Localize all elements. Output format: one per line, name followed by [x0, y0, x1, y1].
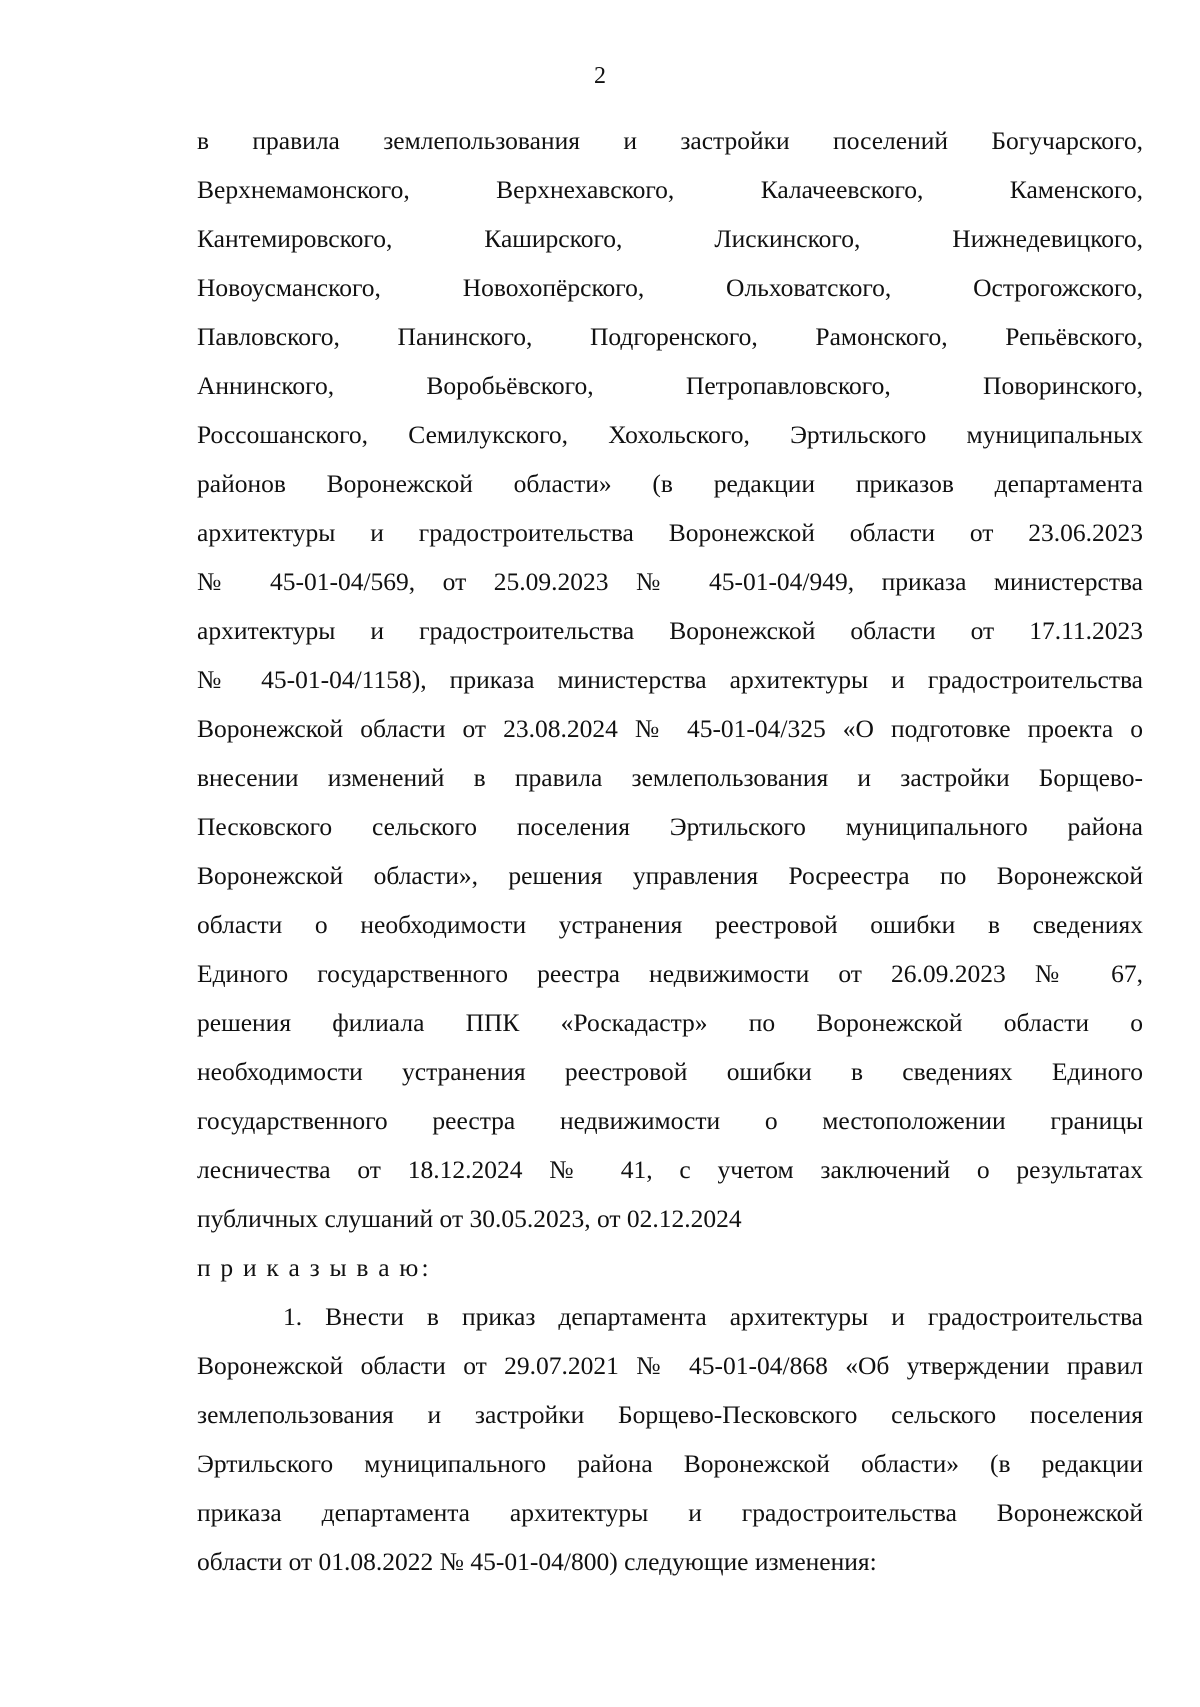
text-line: Песковского сельского поселения Эртильского муниципального района [197, 812, 1143, 841]
text-line: Воронежской области от 29.07.2021 № 45-01-04/868 «Об утверждении правил [197, 1351, 1143, 1380]
order-word: п р и к а з ы в а ю: [197, 1253, 432, 1282]
text-line: области о необходимости устранения реестровой ошибки в сведениях [197, 910, 1143, 939]
text-line: Эртильского муниципального района Воронежской области» (в редакции [197, 1449, 1143, 1478]
text-line: Воронежской области», решения управления Росреестра по Воронежской [197, 861, 1143, 890]
text-line: Аннинского, Воробьёвского, Петропавловского, Поворинского, [197, 371, 1143, 400]
text-line: № 45-01-04/1158), приказа министерства архитектуры и градостроительства [197, 665, 1143, 694]
text-line: необходимости устранения реестровой ошибки в сведениях Единого [197, 1057, 1143, 1086]
text-line: Павловского, Панинского, Подгоренского, Рамонского, Репьёвского, [197, 322, 1143, 351]
text-line: Верхнемамонского, Верхнехавского, Калачеевского, Каменского, [197, 175, 1143, 204]
text-line: землепользования и застройки Борщево-Песковского сельского поселения [197, 1400, 1143, 1429]
text-line: области от 01.08.2022 № 45-01-04/800) следующие изменения: [197, 1547, 877, 1576]
text-line: Новоусманского, Новохопёрского, Ольховатского, Острогожского, [197, 273, 1143, 302]
text-line: районов Воронежской области» (в редакции приказов департамента [197, 469, 1143, 498]
text-line: приказа департамента архитектуры и градостроительства Воронежской [197, 1498, 1143, 1527]
text-line: Кантемировского, Каширского, Лискинского, Нижнедевицкого, [197, 224, 1143, 253]
text-line: архитектуры и градостроительства Воронежской области от 17.11.2023 [197, 616, 1143, 645]
text-line: внесении изменений в правила землепользования и застройки Борщево- [197, 763, 1143, 792]
text-line: № 45-01-04/569, от 25.09.2023 № 45-01-04/949, приказа министерства [197, 567, 1143, 596]
text-line: публичных слушаний от 30.05.2023, от 02.12.2024 [197, 1204, 742, 1233]
text-line: Воронежской области от 23.08.2024 № 45-01-04/325 «О подготовке проекта о [197, 714, 1143, 743]
page-number: 2 [594, 63, 606, 89]
document-body [197, 116, 1143, 1586]
text-line: решения филиала ППК «Роскадастр» по Воронежской области о [197, 1008, 1143, 1037]
clause-1-paragraph [197, 1292, 1143, 1586]
text-line: государственного реестра недвижимости о местоположении границы [197, 1106, 1143, 1135]
text-line: Россошанского, Семилукского, Хохольского, Эртильского муниципальных [197, 420, 1143, 449]
text-line: Единого государственного реестра недвижимости от 26.09.2023 № 67, [197, 959, 1143, 988]
text-line: лесничества от 18.12.2024 № 41, с учетом заключений о результатах [197, 1155, 1143, 1184]
text-line: архитектуры и градостроительства Воронежской области от 23.06.2023 [197, 518, 1143, 547]
text-line: в правила землепользования и застройки поселений Богучарского, [197, 126, 1143, 155]
text-line: 1. Внести в приказ департамента архитектуры и градостроительства [283, 1302, 1143, 1331]
preamble-paragraph [197, 116, 1143, 1243]
